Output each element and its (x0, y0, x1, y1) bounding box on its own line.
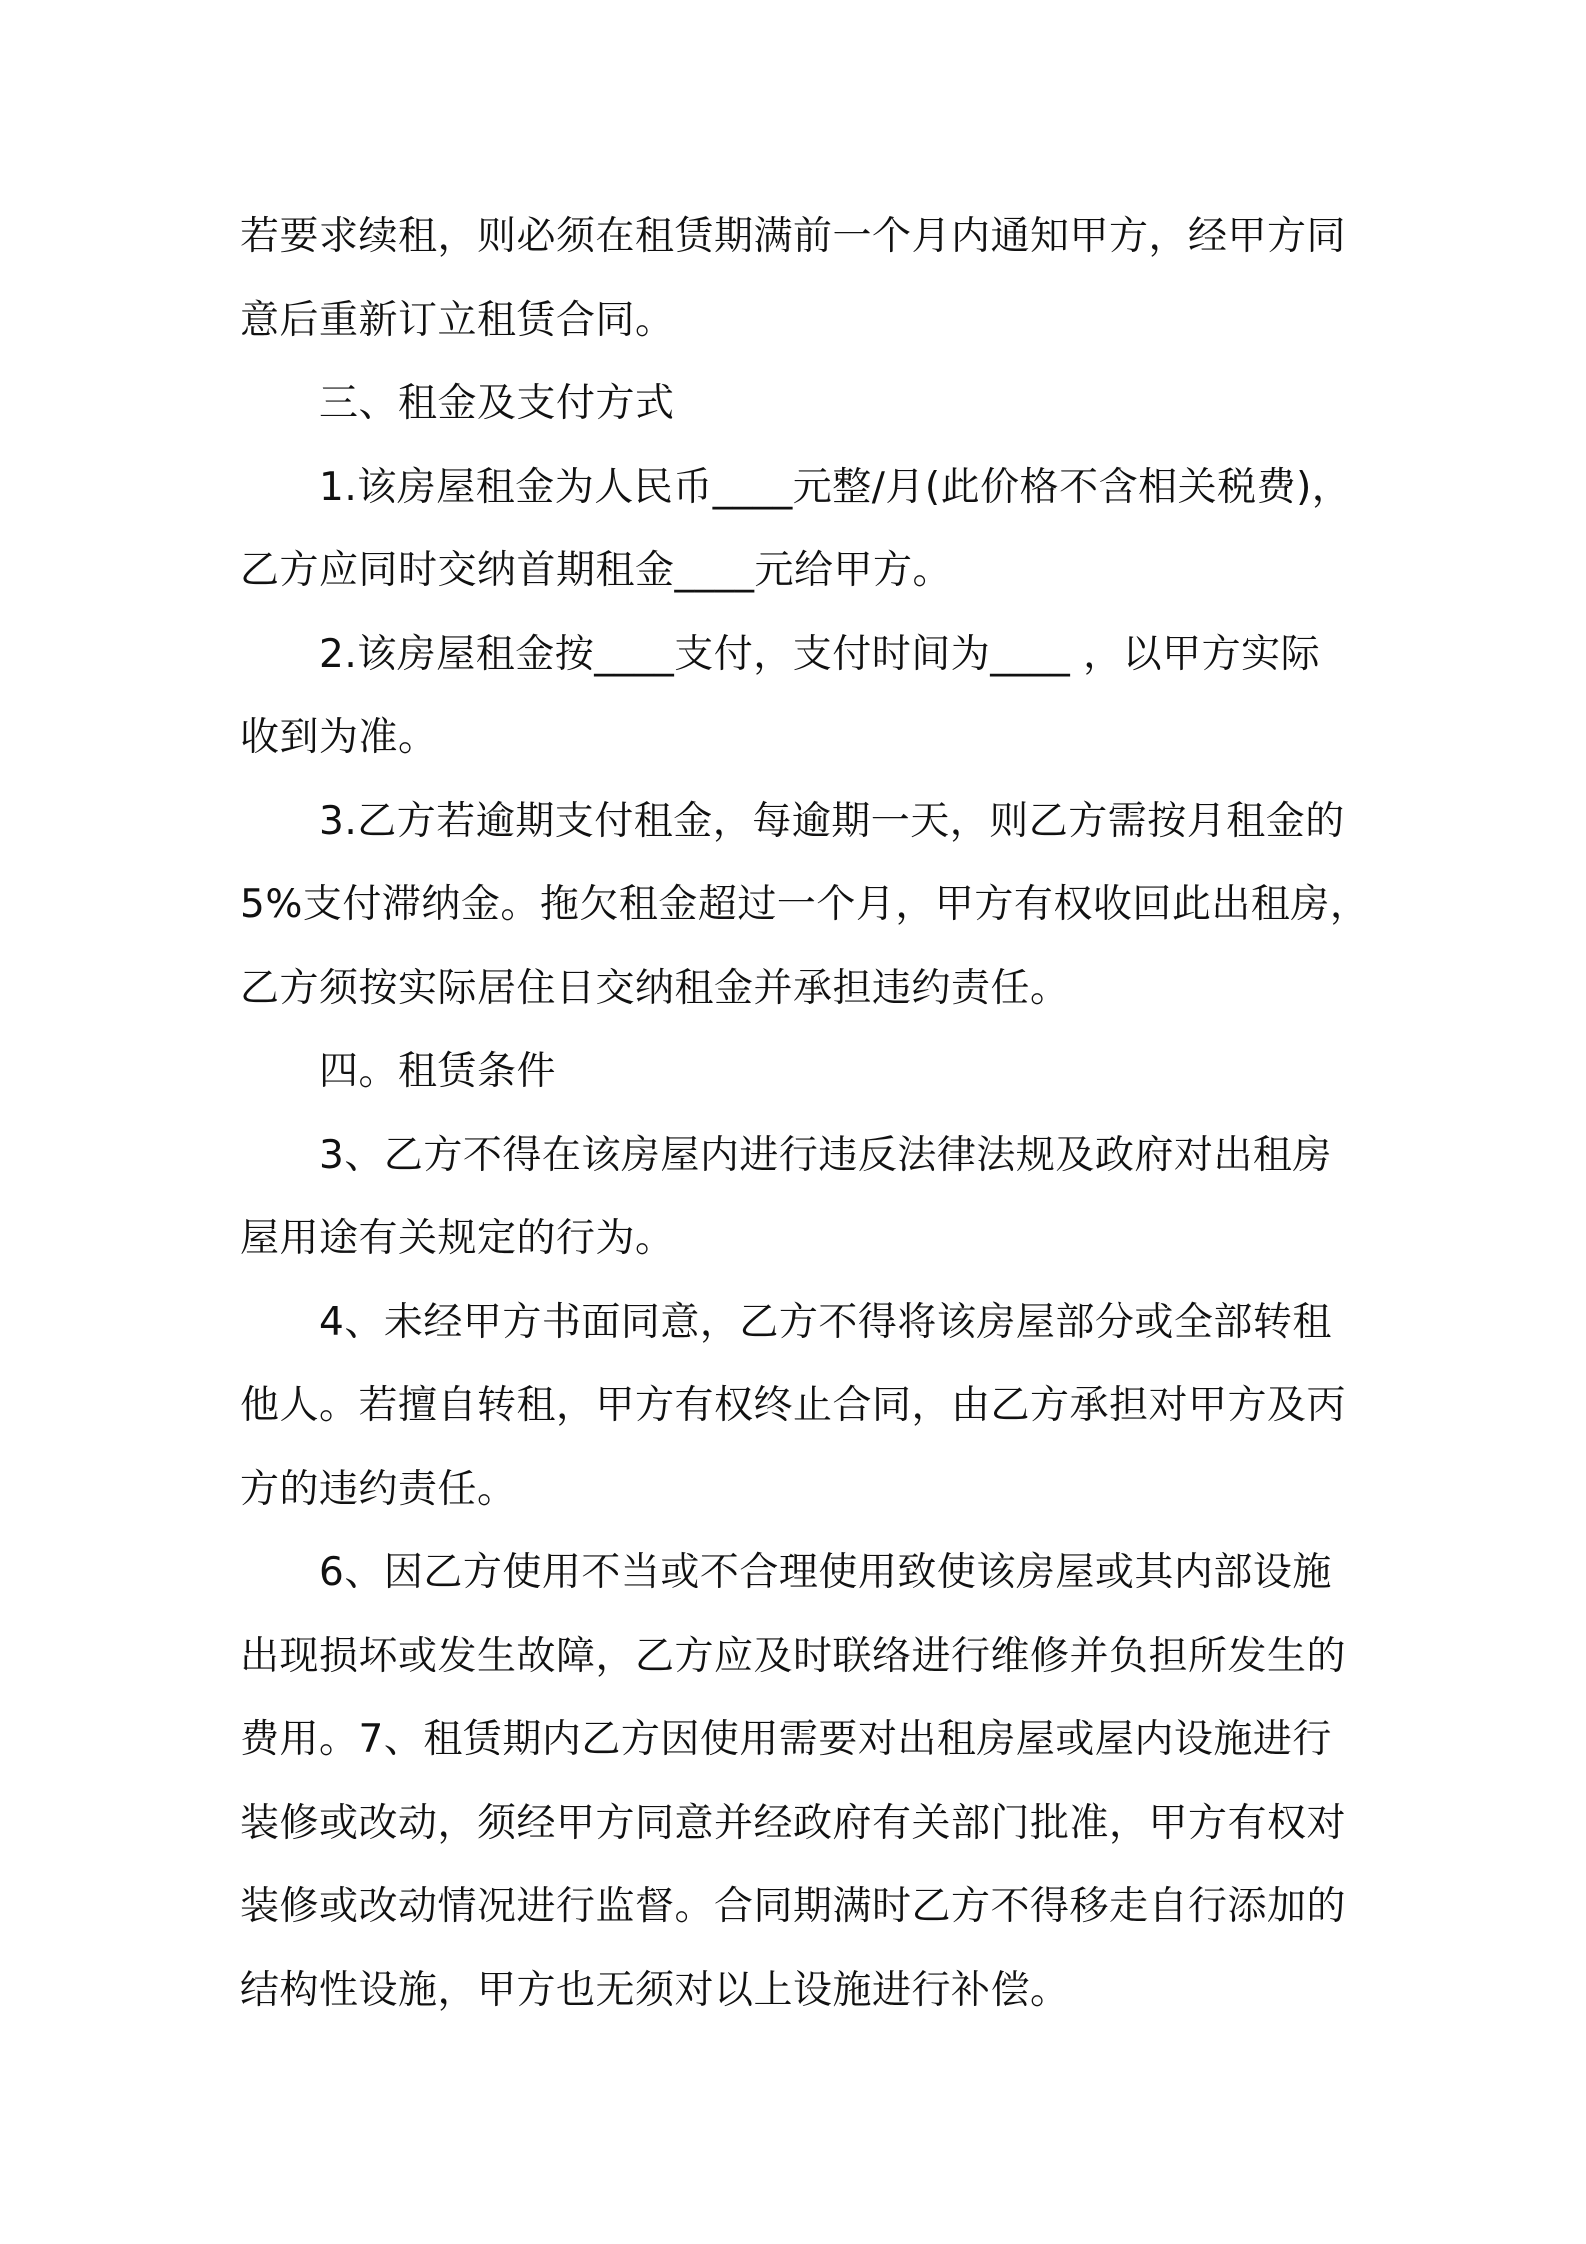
text-line: 出现损坏或发生故障，乙方应及时联络进行维修并负担所发生的 (240, 1633, 1347, 1679)
text-line: 意后重新订立租赁合同。 (240, 297, 675, 343)
text-line: 乙方须按实际居住日交纳租金并承担违约责任。 (240, 965, 1070, 1011)
contract-text-body (240, 195, 1370, 2032)
text-line: 他人。若擅自转租，甲方有权终止合同，由乙方承担对甲方及丙 (240, 1383, 1347, 1428)
section-heading-lease-conditions: 四。租赁条件 (319, 1049, 557, 1094)
text-line: 收到为准。 (240, 715, 438, 760)
text-line: 费用。7、租赁期内乙方因使用需要对出租房屋或屋内设施进行 (240, 1717, 1332, 1762)
text-line: 3、乙方不得在该房屋内进行违反法律法规及政府对出租房 (319, 1132, 1332, 1178)
text-line: 屋用途有关规定的行为。 (240, 1216, 675, 1261)
text-line: 乙方应同时交纳首期租金____元给甲方。 (240, 548, 953, 593)
text-line: 1.该房屋租金为人民币____元整/月(此价格不含相关税费)， (319, 464, 1352, 510)
text-line: 结构性设施，甲方也无须对以上设施进行补偿。 (240, 1967, 1070, 2013)
text-line: 3.乙方若逾期支付租金，每逾期一天，则乙方需按月租金的 (319, 798, 1345, 844)
text-line: 5%支付滞纳金。拖欠租金超过一个月，甲方有权收回此出租房， (240, 882, 1370, 927)
text-line: 2.该房屋租金按____支付，支付时间为____ ，以甲方实际 (319, 631, 1321, 677)
section-heading-rent-payment: 三、租金及支付方式 (319, 381, 675, 426)
text-line: 装修或改动，须经甲方同意并经政府有关部门批准，甲方有权对 (240, 1800, 1347, 1846)
text-line: 4、未经甲方书面同意，乙方不得将该房屋部分或全部转租 (319, 1299, 1332, 1345)
text-line: 装修或改动情况进行监督。合同期满时乙方不得移走自行添加的 (240, 1884, 1347, 1929)
text-line: 方的违约责任。 (240, 1466, 517, 1512)
text-line: 6、因乙方使用不当或不合理使用致使该房屋或其内部设施 (319, 1550, 1332, 1595)
text-line: 若要求续租，则必须在租赁期满前一个月内通知甲方，经甲方同 (240, 214, 1347, 259)
